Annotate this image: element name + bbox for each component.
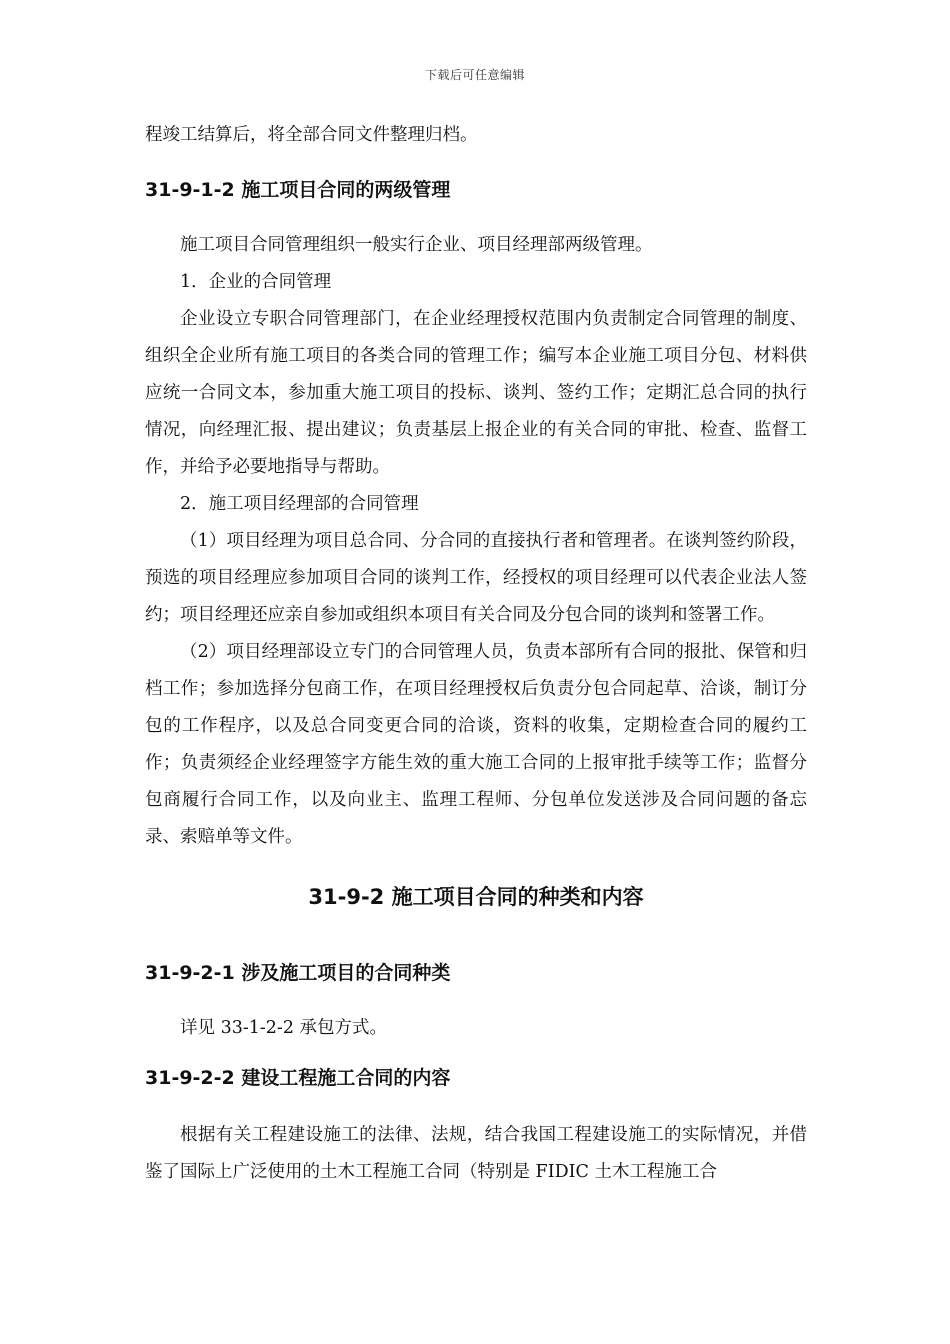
paragraph-see-reference: 详见 33-1-2-2 承包方式。: [180, 1018, 388, 1038]
header-note: 下载后可任意编辑: [424, 68, 525, 82]
paragraph-contract-staff-role: （2）项目经理部设立专门的合同管理人员，负责本部所有合同的报批、保管和归档工作；参加选择分包商工作，在项目经理授权后负责分包合同起草、洽谈，制订分包的工作程序，以及总合同变更合同的洽谈，资料的收集，定期检查合同的履约工作；负责须经企业经理签字方能生效的重大施工合同的上报审批手续等工作；监督分包商履行合同工作，以及向业主、监理工程师、分包单位发送涉及合同问题的备忘录、索赔单等文件。: [145, 642, 807, 847]
section-heading-31-9-1-2: 31-9-1-2 施工项目合同的两级管理: [145, 179, 451, 201]
paragraph-contract-content: 根据有关工程建设施工的法律、法规，结合我国工程建设施工的实际情况，并借鉴了国际上广泛使用的土木工程施工合同（特别是 FIDIC 土木工程施工合: [145, 1125, 807, 1182]
list-item-enterprise-management: 1．企业的合同管理: [180, 272, 332, 292]
document-body: [145, 117, 807, 1191]
chapter-heading-31-9-2: 31-9-2 施工项目合同的种类和内容: [308, 885, 644, 909]
section-heading-31-9-2-2: 31-9-2-2 建设工程施工合同的内容: [145, 1067, 451, 1089]
paragraph-two-level-management: 施工项目合同管理组织一般实行企业、项目经理部两级管理。: [180, 235, 653, 255]
paragraph-project-manager-role: （1）项目经理为项目总合同、分合同的直接执行者和管理者。在谈判签约阶段，预选的项目经理应参加项目合同的谈判工作，经授权的项目经理可以代表企业法人签约；项目经理还应亲自参加或组织本项目有关合同及分包合同的谈判和签署工作。: [145, 531, 807, 625]
list-item-project-department-management: 2．施工项目经理部的合同管理: [180, 494, 419, 514]
paragraph-continuation: 程竣工结算后，将全部合同文件整理归档。: [145, 125, 478, 145]
section-heading-31-9-2-1: 31-9-2-1 涉及施工项目的合同种类: [145, 962, 451, 984]
paragraph-enterprise-management: 企业设立专职合同管理部门，在企业经理授权范围内负责制定合同管理的制度、组织全企业所有施工项目的各类合同的管理工作；编写本企业施工项目分包、材料供应统一合同文本，参加重大施工项目的投标、谈判、签约工作；定期汇总合同的执行情况，向经理汇报、提出建议；负责基层上报企业的有关合同的审批、检查、监督工作，并给予必要地指导与帮助。: [145, 309, 807, 477]
